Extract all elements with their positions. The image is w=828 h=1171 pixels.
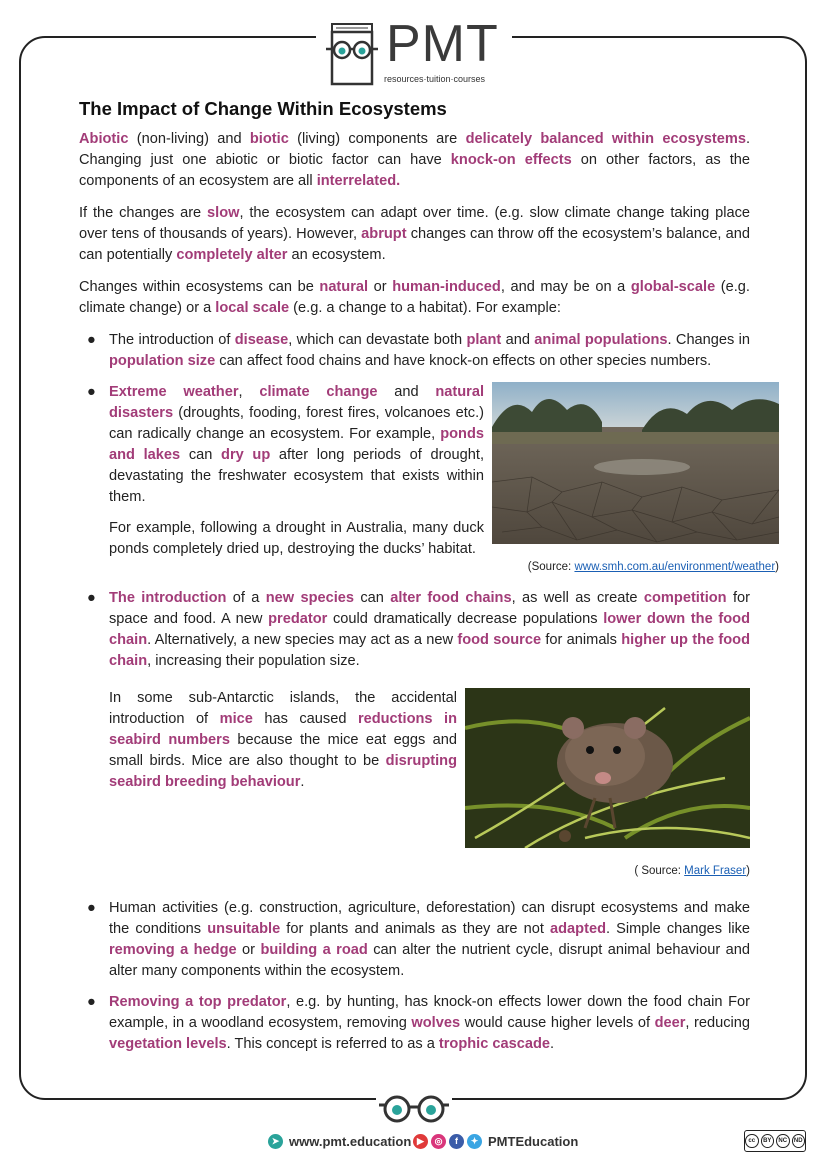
text-run: and bbox=[501, 332, 535, 348]
mouse-figure-caption: ( Source: Mark Fraser) bbox=[634, 865, 750, 877]
logo-tagline: resources·tuition·courses bbox=[384, 74, 486, 84]
source-link-smh[interactable]: www.smh.com.au/environment/weather bbox=[574, 561, 776, 573]
key-term: unsuitable bbox=[207, 921, 281, 937]
bullet-icon: ● bbox=[87, 994, 96, 1010]
key-term: disease bbox=[234, 332, 289, 348]
key-term: new species bbox=[265, 590, 355, 606]
key-term: climate change bbox=[259, 384, 378, 400]
key-term: vegetation levels bbox=[109, 1036, 227, 1052]
key-term: animal populations bbox=[534, 332, 668, 348]
key-term: Abiotic bbox=[79, 131, 129, 147]
key-term: plant bbox=[466, 332, 502, 348]
footer-social[interactable] bbox=[413, 1134, 578, 1149]
key-term: alter food chains bbox=[390, 590, 512, 606]
text-run: The introduction of bbox=[109, 332, 235, 348]
text-run: , reducing bbox=[685, 1015, 751, 1031]
text-run: Human activities (e.g. construction, agriculture, deforestation) can disrupt ecosystems and make the conditions bbox=[109, 900, 750, 937]
key-term: adapted bbox=[550, 921, 606, 937]
key-term: competition bbox=[643, 590, 727, 606]
drought-figure-caption: (Source: www.smh.com.au/environment/weather) bbox=[527, 561, 779, 573]
key-term: dry up bbox=[221, 447, 271, 463]
text-run: for plants and animals as they are not bbox=[280, 921, 551, 937]
text-run: , and may be on a bbox=[500, 279, 631, 295]
key-term: slow bbox=[207, 205, 240, 221]
key-term: higher up the food chain bbox=[109, 632, 751, 669]
footer-website[interactable] bbox=[268, 1134, 411, 1149]
text-run: changes can throw off the ecosystem’s balance, and can potentially bbox=[79, 226, 750, 263]
bullet-icon: ● bbox=[87, 590, 96, 606]
key-term: deer bbox=[654, 1015, 686, 1031]
key-term: removing a hedge bbox=[109, 942, 237, 958]
text-run: an ecosystem. bbox=[287, 247, 386, 263]
creative-commons-badge[interactable] bbox=[744, 1130, 806, 1152]
text-run: . Alternatively, a new species may act as a new bbox=[147, 632, 458, 648]
key-term: biotic bbox=[249, 131, 289, 147]
main-content bbox=[79, 98, 779, 1065]
text-run: , as well as create bbox=[511, 590, 644, 606]
book-glasses-icon bbox=[322, 22, 382, 86]
text-run: (e.g. a change to a habitat). For example: bbox=[289, 300, 561, 316]
drought-example: For example, following a drought in Australia, many duck ponds completely dried up, destroying the ducks’ habitat. bbox=[109, 520, 484, 557]
dried-pond-photo bbox=[492, 382, 779, 544]
text-run: , the ecosystem can adapt over time. (e.g. slow climate change taking place over tens of thousands of years). However, bbox=[79, 205, 751, 242]
key-term: natural disasters bbox=[109, 384, 484, 421]
key-term: ponds and lakes bbox=[109, 426, 484, 463]
mouse-photo bbox=[465, 688, 750, 848]
text-run: , increasing their population size. bbox=[147, 653, 360, 669]
text-run: , which can devastate both bbox=[288, 332, 467, 348]
footer bbox=[0, 1131, 828, 1155]
text-run: . Simple changes like bbox=[605, 921, 751, 937]
mouse-figure bbox=[465, 688, 750, 882]
text-run: (e.g. climate change) or a bbox=[79, 279, 750, 316]
text-run: . bbox=[300, 774, 305, 790]
key-term: abrupt bbox=[361, 226, 407, 242]
key-term: lower down the food chain bbox=[109, 611, 750, 648]
source-link-mark-fraser[interactable]: Mark Fraser bbox=[684, 865, 747, 877]
key-term: human-induced bbox=[392, 279, 501, 295]
cursor-icon: ➤ bbox=[268, 1134, 283, 1149]
text-run: and bbox=[377, 384, 436, 400]
text-run: would cause higher levels of bbox=[460, 1015, 655, 1031]
footer-website-label: www.pmt.education bbox=[289, 1134, 412, 1149]
text-run: could dramatically decrease populations bbox=[327, 611, 604, 627]
text-run: . Changes in bbox=[667, 332, 750, 348]
text-run: . This concept is referred to as a bbox=[226, 1036, 439, 1052]
paragraph-change-speed bbox=[79, 203, 750, 266]
key-term: disrupting seabird breeding behaviour bbox=[109, 753, 457, 790]
twitter-icon[interactable]: ✦ bbox=[467, 1134, 482, 1149]
text-run: can affect food chains and have knock-on effects on other species numbers. bbox=[215, 353, 712, 369]
paragraph-abiotic-biotic bbox=[79, 129, 750, 192]
license-nc-icon: NC bbox=[776, 1134, 790, 1148]
list-item-top-predator bbox=[79, 992, 750, 1055]
cc-icon: cc bbox=[745, 1134, 759, 1148]
list-item-disease bbox=[79, 330, 750, 372]
list-item-human-activities bbox=[79, 898, 750, 982]
key-term: wolves bbox=[411, 1015, 461, 1031]
examples-list bbox=[79, 330, 779, 1055]
list-item-extreme-weather bbox=[79, 382, 779, 578]
page-title: The Impact of Change Within Ecosystems bbox=[79, 98, 447, 119]
text-run: on other factors, as the components of an ecosystem are all bbox=[79, 152, 750, 189]
footer-social-label: PMTEducation bbox=[488, 1134, 579, 1149]
license-nd-icon: ND bbox=[792, 1134, 806, 1148]
facebook-icon[interactable]: f bbox=[449, 1134, 464, 1149]
key-term: food source bbox=[457, 632, 542, 648]
key-term: natural bbox=[319, 279, 369, 295]
paragraph-change-types bbox=[79, 277, 750, 319]
instagram-icon[interactable]: ◎ bbox=[431, 1134, 446, 1149]
key-term: Extreme weather bbox=[109, 384, 239, 400]
glasses-icon bbox=[376, 1091, 452, 1127]
text-run: (droughts, fooding, forest fires, volcanoes etc.) can radically change an ecosystem. For example, bbox=[109, 405, 484, 442]
text-run: or bbox=[368, 279, 393, 295]
text-run: because the mice eat eggs and small birds. Mice are also thought to be bbox=[109, 732, 457, 769]
bullet-icon: ● bbox=[87, 384, 96, 400]
key-term: completely alter bbox=[176, 247, 288, 263]
bullet-icon: ● bbox=[87, 332, 96, 348]
license-by-icon: BY bbox=[761, 1134, 775, 1148]
text-run: after long periods of drought, devastating the freshwater ecosystem that exists within them. bbox=[109, 447, 485, 505]
key-term: Removing a top predator bbox=[109, 994, 287, 1010]
text-run: Changes within ecosystems can be bbox=[79, 279, 320, 295]
key-term: trophic cascade bbox=[438, 1036, 551, 1052]
text-run: has caused bbox=[252, 711, 358, 727]
text-run: or bbox=[236, 942, 261, 958]
text-run: If the changes are bbox=[79, 205, 208, 221]
text-run: can bbox=[354, 590, 391, 606]
text-run: for space and food. A new bbox=[109, 590, 750, 627]
text-run: In some sub-Antarctic islands, the accidental introduction of bbox=[109, 690, 457, 727]
key-term: The introduction bbox=[109, 590, 227, 606]
text-run: for animals bbox=[541, 632, 622, 648]
key-term: local scale bbox=[215, 300, 290, 316]
text-run: of a bbox=[226, 590, 266, 606]
key-term: delicately balanced within ecosystems bbox=[465, 131, 746, 147]
text-run: can alter the nutrient cycle, disrupt animal behaviour and alter many components within the ecosystem. bbox=[109, 942, 750, 979]
key-term: predator bbox=[268, 611, 328, 627]
text-run: , e.g. by hunting, has knock-on effects lower down the food chain For example, in a woodland ecosystem, removing bbox=[109, 994, 750, 1031]
key-term: building a road bbox=[260, 942, 368, 958]
text-run: , bbox=[238, 384, 260, 400]
text-run: can bbox=[180, 447, 222, 463]
text-run: . bbox=[550, 1036, 555, 1052]
key-term: population size bbox=[109, 353, 216, 369]
drought-figure bbox=[492, 382, 779, 578]
list-item-new-species bbox=[79, 588, 750, 882]
pmt-logo[interactable] bbox=[316, 15, 512, 90]
text-run: (non-living) and bbox=[128, 131, 250, 147]
youtube-icon[interactable]: ▶ bbox=[413, 1134, 428, 1149]
logo-wordmark: PMT bbox=[386, 15, 499, 73]
key-term: interrelated. bbox=[316, 173, 401, 189]
text-run: . Changing just one abiotic or biotic factor can have bbox=[79, 131, 750, 168]
key-term: knock-on effects bbox=[450, 152, 572, 168]
key-term: reductions in seabird numbers bbox=[109, 711, 457, 748]
bullet-icon: ● bbox=[87, 900, 96, 916]
key-term: mice bbox=[219, 711, 253, 727]
text-run: (living) components are bbox=[288, 131, 466, 147]
key-term: global-scale bbox=[630, 279, 716, 295]
